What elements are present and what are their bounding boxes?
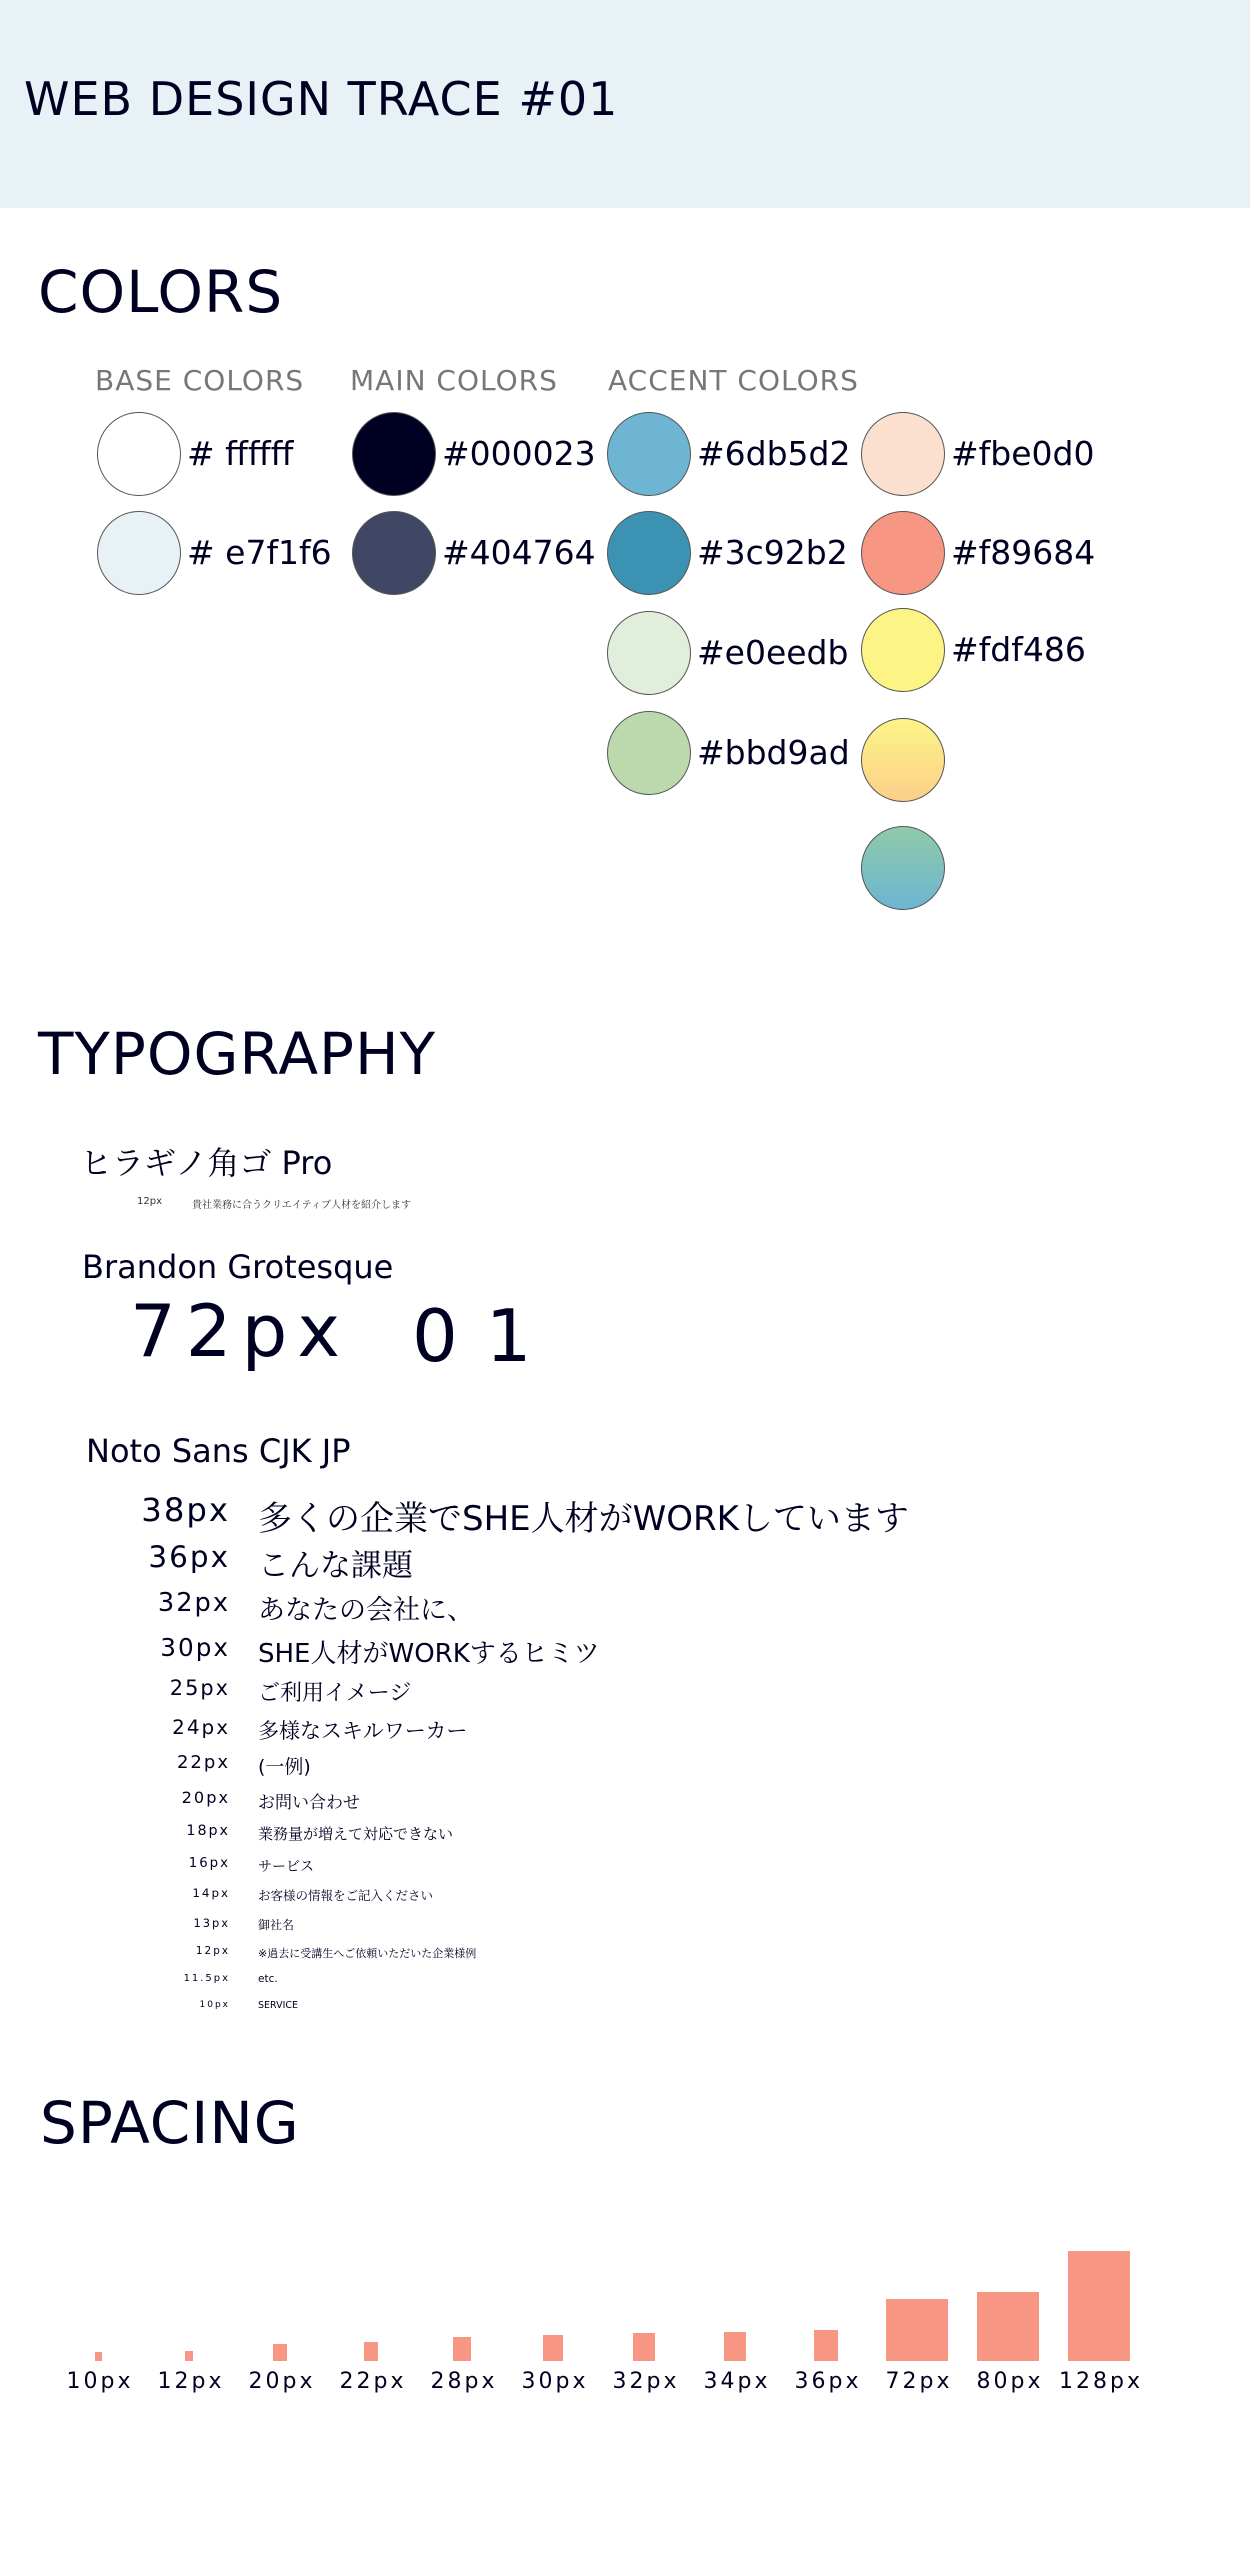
noto-sample-text: お問い合わせ [258, 1793, 360, 1813]
spacing-label: 20px [248, 2369, 316, 2394]
spacing-bar-20px [273, 2344, 287, 2361]
noto-size-label: 12px [195, 1945, 230, 1957]
noto-sample-text: ご利用イメージ [258, 1681, 412, 1706]
hiragino-sample-text: 貴社業務に合うクリエイティブ人材を紹介します [192, 1200, 411, 1211]
accent-color-a4-swatch [607, 711, 691, 795]
noto-size-label: 18px [186, 1823, 230, 1839]
spacing-label: 22px [339, 2369, 407, 2394]
font-name-hiragino: ヒラギノ角ゴ Pro [80, 1144, 333, 1182]
noto-size-label: 32px [157, 1588, 230, 1618]
spacing-bar-80px [977, 2292, 1039, 2361]
spacing-bar-128px [1068, 2251, 1130, 2361]
spacing-bar-32px [633, 2333, 655, 2361]
font-name-noto: Noto Sans CJK JP [86, 1432, 351, 1470]
accent-color-b3-hex-label: #fdf486 [951, 630, 1086, 669]
noto-sample-text: あなたの会社に、 [258, 1595, 474, 1626]
noto-sample-text: SERVICE [258, 2000, 299, 2011]
noto-sample-text: 業務量が増えて対応できない [258, 1825, 454, 1843]
base-color-1-hex-label: # ffffff [187, 434, 294, 473]
spacing-label: 30px [521, 2369, 589, 2394]
header-banner [0, 0, 1250, 208]
accent-color-b2-hex-label: #f89684 [951, 533, 1096, 572]
noto-size-label: 25px [169, 1676, 230, 1700]
noto-size-label: 22px [176, 1752, 230, 1773]
brandon-sample-number: 01 [412, 1294, 560, 1378]
spacing-section-title: SPACING [40, 2089, 300, 2157]
accent-color-b2-swatch [861, 511, 945, 595]
noto-sample-text: こんな課題 [258, 1548, 413, 1584]
spacing-bar-12px [185, 2351, 193, 2361]
spacing-bar-34px [724, 2332, 747, 2361]
accent-color-a1-hex-label: #6db5d2 [697, 434, 851, 473]
noto-size-label: 11.5px [183, 1973, 230, 1984]
spacing-bar-28px [453, 2337, 472, 2361]
spacing-label: 128px [1059, 2369, 1143, 2394]
colors-section-title: COLORS [38, 258, 284, 326]
spacing-label: 36px [794, 2369, 862, 2394]
noto-size-label: 30px [160, 1633, 230, 1662]
noto-sample-text: SHE人材がWORKするヒミツ [258, 1639, 600, 1669]
spacing-bar-30px [543, 2335, 563, 2361]
typography-section-title: TYPOGRAPHY [38, 1020, 437, 1088]
spacing-bar-10px [95, 2352, 102, 2361]
accent-color-b1-hex-label: #fbe0d0 [951, 434, 1095, 473]
base-color-2-swatch [97, 511, 181, 595]
noto-size-label: 38px [141, 1491, 230, 1529]
page-title: WEB DESIGN TRACE #01 [24, 72, 619, 126]
main-colors-label: MAIN COLORS [350, 364, 558, 397]
spacing-label: 28px [430, 2369, 498, 2394]
noto-size-label: 13px [193, 1916, 230, 1930]
base-color-2-hex-label: # e7f1f6 [187, 533, 332, 572]
accent-color-a2-swatch [607, 511, 691, 595]
noto-size-label: 24px [172, 1715, 230, 1739]
accent-color-a2-hex-label: #3c92b2 [697, 533, 848, 572]
main-color-2-hex-label: #404764 [442, 533, 596, 572]
font-name-brandon: Brandon Grotesque [82, 1248, 394, 1286]
noto-size-label: 14px [192, 1886, 230, 1900]
accent-color-a3-swatch [607, 611, 691, 695]
main-color-1-hex-label: #000023 [442, 434, 596, 473]
hiragino-size-label: 12px [137, 1196, 162, 1207]
noto-sample-text: ※過去に受講生へご依頼いただいた企業様例 [258, 1947, 477, 1960]
noto-sample-text: 多くの企業でSHE人材がWORKしています [258, 1499, 909, 1539]
noto-sample-text: (一例) [258, 1756, 311, 1778]
spacing-bar-36px [814, 2330, 838, 2361]
spacing-label: 80px [976, 2369, 1044, 2394]
main-color-1-swatch [352, 412, 436, 496]
accent-colors-label: ACCENT COLORS [608, 364, 859, 397]
main-color-2-swatch [352, 511, 436, 595]
accent-gradient-swatch-1 [861, 718, 945, 802]
base-colors-label: BASE COLORS [95, 364, 305, 397]
noto-sample-text: 御社名 [258, 1918, 295, 1932]
spacing-label: 32px [612, 2369, 680, 2394]
noto-size-label: 10px [199, 2000, 230, 2010]
noto-sample-text: サービス [258, 1859, 314, 1875]
noto-sample-text: 多様なスキルワーカー [258, 1719, 468, 1743]
spacing-bar-22px [364, 2342, 379, 2361]
accent-color-b3-swatch [861, 608, 945, 692]
spacing-label: 72px [885, 2369, 953, 2394]
accent-color-a4-hex-label: #bbd9ad [697, 733, 850, 772]
base-color-1-swatch [97, 412, 181, 496]
spacing-label: 12px [157, 2369, 225, 2394]
noto-size-label: 16px [188, 1856, 230, 1871]
noto-sample-text: etc. [258, 1973, 278, 1985]
accent-color-a3-hex-label: #e0eedb [697, 633, 849, 672]
spacing-bar-72px [886, 2299, 948, 2361]
noto-sample-text: お客様の情報をご記入ください [258, 1888, 434, 1903]
noto-size-label: 36px [148, 1540, 230, 1574]
accent-gradient-swatch-2 [861, 826, 945, 910]
accent-color-a1-swatch [607, 412, 691, 496]
spacing-label: 10px [66, 2369, 134, 2394]
spacing-label: 34px [703, 2369, 771, 2394]
brandon-size-label: 72px [130, 1289, 350, 1373]
accent-color-b1-swatch [861, 412, 945, 496]
noto-size-label: 20px [181, 1788, 230, 1807]
